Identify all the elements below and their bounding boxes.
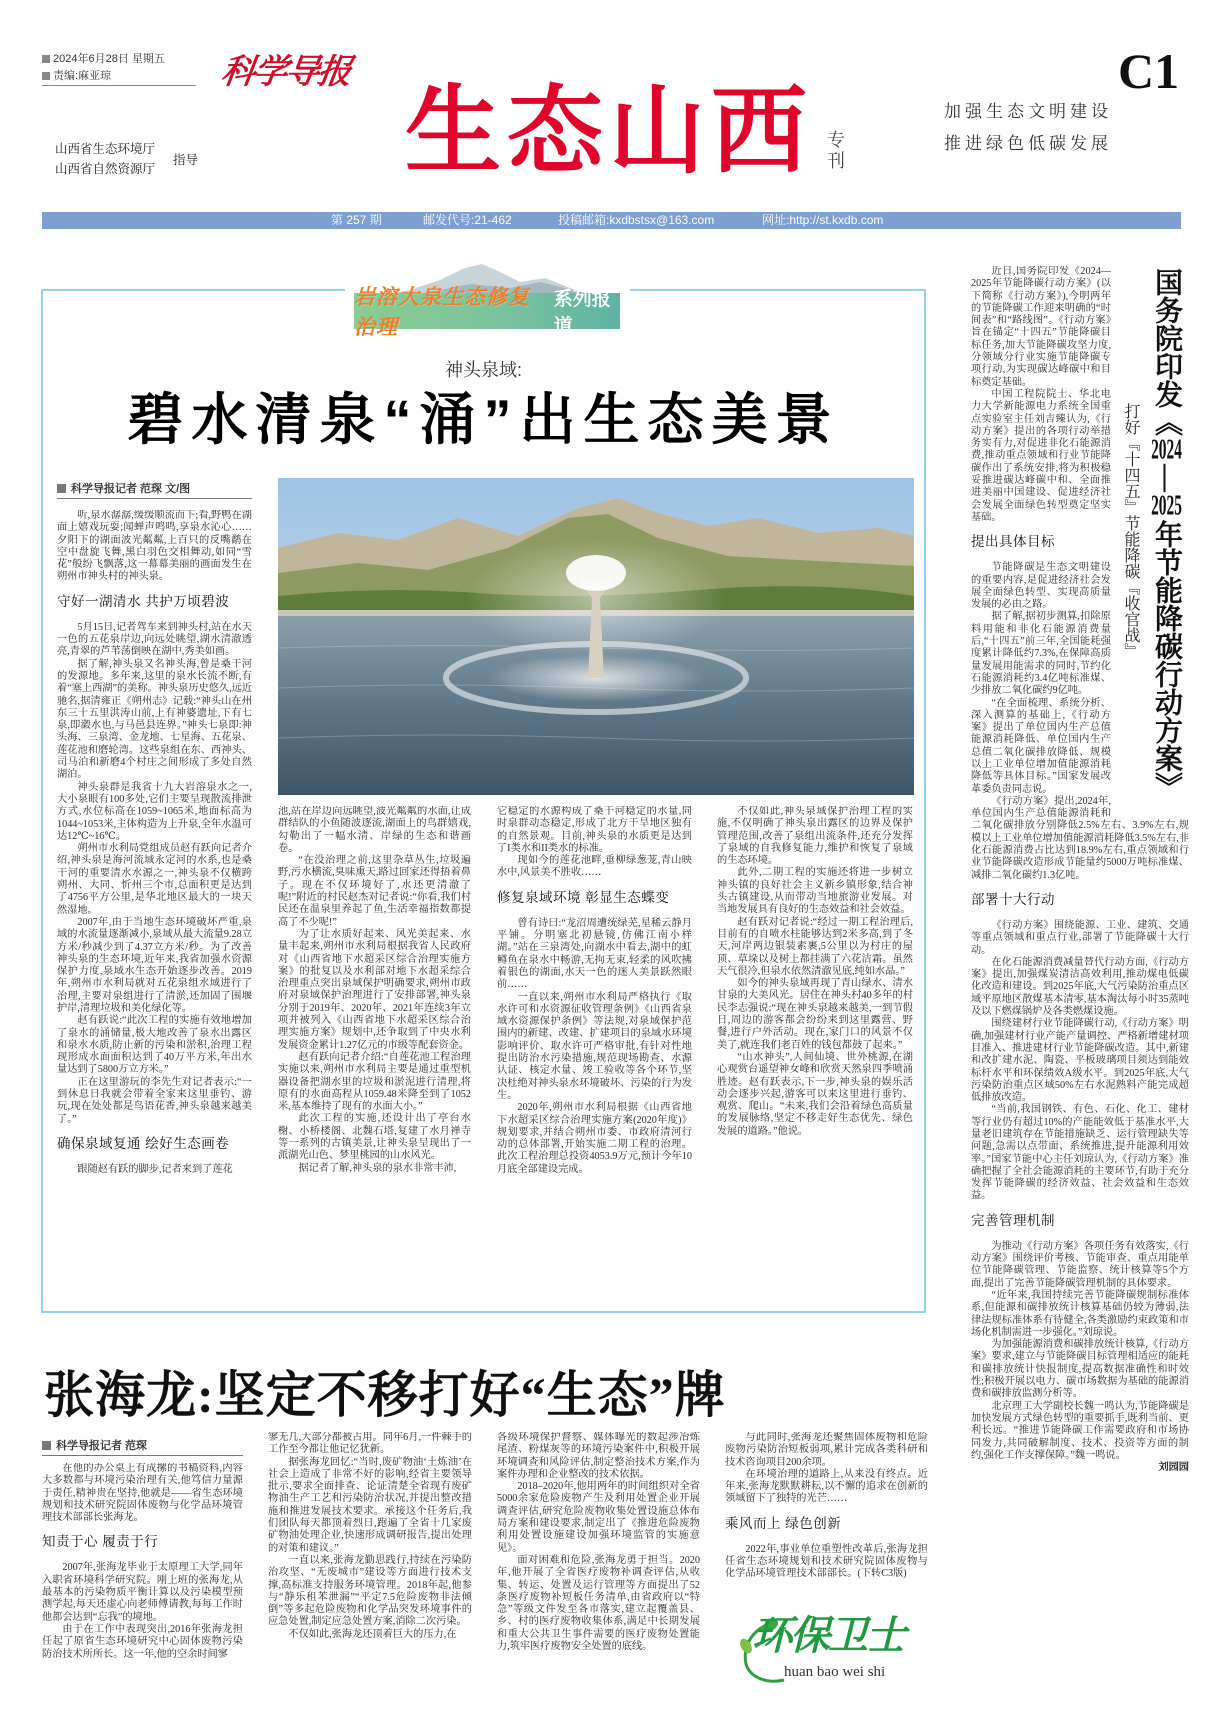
- paragraph: 由于在工作中表现突出,2016年张海龙担任起了原省生态环境研究中心固体废物污染防治技术所所长。这一年,他的空余时间寥: [42, 1623, 243, 1660]
- paragraph: 朔州市水利局党组成员赵有跃向记者介绍,神头泉是海河流域永定河的水系,也是桑干河的重要清水水源之一,神头泉不仅横跨朔州、大同、忻州三个市,总面积更是达到了4756平方公里,是华北地区最大的一块天然湿地。: [57, 843, 252, 916]
- bottom-byline: 科学导报记者 范琛: [42, 1437, 243, 1456]
- article-kicker: 神头泉域:: [444, 360, 522, 380]
- issue-date: 2024年6月28日 星期五: [42, 50, 165, 66]
- author-credit: 刘园园: [1158, 1462, 1189, 1474]
- slogan: 加强生态文明建设 推进绿色低碳发展: [944, 102, 1112, 153]
- paragraph: 正在这里游玩的李先生对记者表示:“一到休息日我就会带着全家来这里垂钓、游玩,现在处处都是鸟语花香,神头泉越来越美了。”: [57, 1076, 252, 1125]
- paragraph: 曾有诗曰:“龙沼周遭统绿芜,星稀云静月平铺。分明塞北初悬镜,仿佛江南小样湖。”站在三泉湾处,向湖水中看去,湖中的虹鳟鱼在泉水中畅游,无拘无束,轻柔的风吹拂着银色的湖面,水天一色的迷人美景跃然眼前……: [497, 917, 692, 991]
- paragraph: 此外,二期工程的实施还将进一步树立神头镇的良好社会主义新乡镇形象,结合神头古镇建设,从而带动当地旅游业发展。对当地发展具有良好的生态效益和社会效益。: [717, 867, 913, 916]
- bottom-article-column-3: [497, 1432, 700, 1713]
- paragraph: 赵有跃向记者介绍:“自莲花池工程治理实施以来,朔州市水利局主要是通过重型机器设备把湖水里的垃圾和淤泥进行清理,将原有的水面高程从1059.48米降至到了1052米,基本维持了现有的水面大小。”: [278, 1051, 471, 1113]
- right-article-body: [971, 266, 1189, 1716]
- info-bar: [42, 212, 1181, 229]
- paragraph: 为了让水质好起来、风光美起来、水量丰起来,朔州市水利局根据我省人民政府对《山西省地下水超采区综合治理实施方案》的批复以及水利部对地下水超采综合治理重点突出泉域保护明确要求,朔州市政府对泉域保护治理进行了安排部署,神头泉分别于2019年、2020年、2021年连续3年立项并被列入《山西省地下水超采区综合治理实施方案》规划中,还争取到了中央水利发展资金累计1.27亿元的市级等配套资金。: [278, 928, 471, 1051]
- editor-credit: 责编:麻亚琼: [42, 67, 111, 83]
- paragraph: 如今的神头泉域再现了青山绿水、清水甘泉的大美风光。居住在神头村40多年的村民李志强说:“现在神头泉越来越美,一到节假日,周边的游客都会纷纷来到这里露营、野餐,进行户外活动。现在,家门口的风景不仅美了,就连我们老百姓的钱包都鼓了起来。”: [717, 978, 913, 1051]
- paragraph: 现如今的莲花池畔,垂柳绿葱茏,青山映水中,风景美不胜收……: [497, 855, 692, 879]
- paragraph: 与此同时,张海龙还聚焦固体废物和危险废物污染防治短板弱项,累计完成各类科研和技术咨询项目200余项。: [725, 1432, 928, 1468]
- paragraph: 据了解,据初步测算,扣除原料用能和非化石能源消费量后,“十四五”前三年,全国能耗强度累计降低约7.3%,在保障高质量发展用能需求的同时,节约化石能源消耗约3.4亿吨标准煤、少排放二氧化碳约9亿吨。: [971, 611, 1111, 697]
- section-heading: 修复泉域环境 彰显生态蝶变: [497, 889, 670, 905]
- top-article-column-4: [717, 806, 913, 1308]
- paragraph: 据记者了解,神头泉的泉水非常丰沛,: [298, 1162, 457, 1174]
- paragraph: 池,站在岸边向远眺望,波光粼粼的水面,让成群结队的小鱼随波逐流,湖面上的鸟群嬉戏,勾勒出了一幅水清、岸绿的生态和谐画卷。: [278, 806, 471, 854]
- right-article-subheadline: 打好『十四五』节能降碳『收官战』: [1122, 403, 1139, 659]
- paragraph: 《行动方案》提出,2024年,单位国内生产总值能源消耗和二氧化碳排放分别降低2.5%左右、3.9%左右,规模以上工业单位增加值能源消耗降低3.5%左右,非化石能源消费占比达到18.9%左右,重点领域和行业节能降碳改造形成节能量约5000万吨标准煤、减排二氧化碳约1.3亿吨。: [971, 795, 1189, 881]
- paragraph: 神头泉群是我省十九大岩溶泉水之一,大小泉眼有100多处,它们主要呈现散流排泄方式,水位标高在1059~1065米,地面标高为1044~1053米,主体构造为上升泉,全年水温可达12℃~16℃。: [57, 781, 252, 842]
- guiding-label: 指导: [173, 153, 199, 167]
- paragraph: 5月15日,记者驾车来到神头村,站在水天一色的五花泉岸边,向远处眺望,湖水清澈透亮,青翠的芦苇荡倒映在湖中,秀美如画。: [57, 621, 252, 658]
- paragraph: 2018–2020年,他用两年的时间组织对全省5000余家危险废物产生及利用处置企业开展调查评估,研究危险废物收集处置设施总体布局方案和建设要求,制定出了《推进危险废物利用处置设施建设加强环境监管的实施意见》。: [497, 1481, 700, 1554]
- section-heading: 乘风而上 绿色创新: [725, 1515, 842, 1531]
- bottom-article-column-1: [42, 1463, 243, 1713]
- postal-code: 邮发代号:21-462: [423, 213, 512, 227]
- issue-number: 第 257 期: [331, 213, 382, 227]
- page-number: C1: [1118, 43, 1180, 99]
- paragraph: 节能降碳是生态文明建设的重要内容,是促进经济社会发展全面绿色转型、实现高质量发展的必由之路。: [971, 562, 1111, 611]
- paragraph: 围绕建材行业节能降碳行动,《行动方案》明确,加强建材行业产能产量调控、严格新增建材项目准入、推进建材行业节能降碳改造。其中,新建和改扩建水泥、陶瓷、平板玻璃项目须达到能效标杆水平和环保绩效A级水平。到2025年底,大气污染防治重点区域50%左右水泥熟料产能完成超低排放改造。: [971, 1018, 1189, 1104]
- paragraph: 一直以来,张海龙勤思践行,持续在污染防治攻坚、“无废城市”建设等方面进行技术支撑,高标准支持服务环境管理。2018年起,他参与“静乐租苯泄漏”“平定7.5危险废物非法倾倒”等多起危险废物和化学品突发环境事件的应急处置,制定应急处置方案,消除二次污染。: [268, 1554, 472, 1628]
- paragraph: “山水神头”,人间仙境、世外桃源,在湖心观赏台遥望神女峰和欣赏天然泉四季喷涌胜迹。赵有跃表示,下一步,神头泉的娱乐活动会逐步兴起,游客可以来这里进行垂钓、观赏、爬山。“未来,我们会沿着绿色高质量的发展脉络,坚定不移走好生态优先、绿色发展的道路。”他说。: [717, 1051, 913, 1137]
- top-article-column-2: [278, 806, 471, 1308]
- paragraph: 据了解,神头泉又名神头海,曾是桑干河的发源地。多年来,这里的泉水长流不断,有着“塞上西湖”的美称。神头泉历史悠久,远近驰名,据清雍正《朔州志》记载:“神头山在州东三十五里洪涛山前,上有神婆遗址,下有七泉,即瀔水也,与马邑县连界。”神头七泉即:神头海、三泉湾、金龙地、七星海、五花泉、莲花池和磨轮湾。这些泉组在东、西神头、司马泊和新磨4个村庄之间形成了多处自然湖泊。: [57, 658, 252, 781]
- section-heading: 守好一湖清水 共护万顷碧波: [57, 593, 230, 609]
- paragraph: 寥无几,大部分都被占用。同年6月,一件棘手的工作至今都让他记忆犹新。: [268, 1432, 472, 1456]
- paragraph: 2020年,朔州市水利局根据《山西省地下水超采区综合治理实施方案(2020年度)》规划要求,并结合朔州市委、市政府清河行动的总体部署,开始实施二期工程的治理。此次工程治理总投资4053.9万元,预计今年10月底全部建设完成。: [497, 1102, 692, 1175]
- paragraph: 在环境治理的道路上,从来没有终点。近年来,张海龙默默耕耘,以不懈的追求在创新的领域留下了独特的光芒……: [725, 1468, 928, 1505]
- paragraph: 一直以来,朔州市水利局严格执行《取水许可和水资源征收管理条例》《山西省泉域水资源保护条例》等法规,对泉域保护范围内的新建、改建、扩建项目的泉域水环境影响评价、取水许可严格审批,有针对性地提出防治水污染措施,规范现场勘查、水源认证、核定水量、竣工验收等各个环节,坚决杜绝对神头泉水环境破坏、污染的行为发生。: [497, 991, 692, 1101]
- paragraph: 北京理工大学副校长魏一鸣认为,节能降碳是加快发展方式绿色转型的重要抓手,既利当前、更利长远。“推进节能降碳工作需要政府和市场协同发力,共同破解制度、技术、投资等方面的制约,强化工作支撑保障。”魏一鸣说。: [971, 1400, 1189, 1461]
- series-banner: 岩溶大泉生态修复治理 系列报道: [354, 293, 620, 329]
- paragraph: 为推动《行动方案》各项任务有效落实,《行动方案》围绕评价考核、节能审查、重点用能单位节能降碳管理、节能监察、统计核算等5个方面,提出了完善节能降碳管理机制的具体要求。: [971, 1240, 1189, 1289]
- paragraph: 在他的办公桌上有成摞的书稿资料,内容大多数都与环境污染治理有关,他笃信力量源于责任,精神贵在坚持,他就是——省生态环境规划和技术研究院固体废物与化学品环境管理技术部部长张海龙。: [42, 1463, 243, 1524]
- section-heading: 部署十大行动: [971, 891, 1055, 907]
- paragraph: “当前,我国钢铁、有色、石化、化工、建材等行业仍有超过10%的产能能效低于基准水平,大量老旧建筑存在节能措施缺乏、运行管理缺失等问题,急需以点带面、系统推进,提升能源利用效率。”国家节能中心主任刘琼认为,《行动方案》准确把握了全社会能源消耗的主要环节,有助于充分发挥节能降碳的经济效益、社会效益和生态效益。: [971, 1104, 1189, 1202]
- paragraph: 《行动方案》围绕能源、工业、建筑、交通等重点领域和重点行业,部署了节能降碳十大行动。: [971, 919, 1189, 956]
- guiding-orgs: 山西省生态环境厅 山西省自然资源厅: [55, 142, 156, 176]
- top-article-column-1: [57, 510, 252, 1308]
- paragraph: 不仅如此,张海龙还顶着巨大的压力,在: [288, 1628, 457, 1640]
- bottom-article-column-4: [725, 1432, 928, 1604]
- article-headline: 碧水清泉“涌”出生态美景: [127, 388, 840, 451]
- section-heading: 知责于心 履责于行: [42, 1534, 159, 1550]
- fountain-on-lake-photo: [278, 478, 914, 795]
- paragraph: “在全面梳理、系统分析、深入测算的基础上,《行动方案》提出了单位国内生产总值能源消耗降低、单位国内生产总值二氧化碳排放降低、规模以上工业单位增加值能源消耗降低等具体目标。”国家发展改革委负责同志说。: [971, 697, 1111, 795]
- newspaper-logo: 科学导报: [218, 54, 353, 91]
- paragraph: 中国工程院院士、华北电力大学新能源电力系统全国重点实验室主任刘吉臻认为,《行动方案》提出的各项行动举措务实有力,对促进非化石能源消费,推动重点领域和行业节能降碳作出了系统安排,将为积极稳妥推进碳达峰碳中和、全面推进美丽中国建设、促进经济社会发展全面绿色转型奠定坚实基础。: [971, 388, 1111, 523]
- paragraph: 面对困难和危险,张海龙勇于担当。2020年,他开展了全省医疗废物补调查评估,从收集、转运、处置及运行管理等方面提出了52条医疗废物补短板任务清单,由省政府以“特急”等级文件发至各市落实,建立起覆盖县、乡、村的医疗废物收集体系,满足中长期发展和重大公共卫生事件需要的医疗废物处置能力,筑牢医疗废物安全处置的底线。: [497, 1554, 700, 1653]
- masthead-suffix: 专刊: [825, 130, 845, 172]
- column-logo-huanbao-weishi: 环保卫士 huan bao wei shi: [734, 1614, 924, 1684]
- paragraph: 各级环境保护督察、媒体曝光的数起涉冶炼尾渣、粉煤灰等的环境污染案件中,积极开展环境调查和风险评估,制定整治技术方案,作为案件办理和企业整改的技术依据。: [497, 1432, 700, 1480]
- paragraph: 听,泉水潺潺,缓缓顺流而下;看,野鸭在湖面上嬉戏玩耍;闻蝉声鸣鸣,享泉水沁心……夕阳下的湖面波光粼粼,上百只的反嘴鹬在空中盘旋飞舞,黑白羽色交相舞动,如同“雪花”般纷飞飘落,这一幕幕美丽的画面发生在朔州市神头村的神头泉。: [57, 510, 252, 583]
- paragraph: 跟随赵有跃的脚步,记者来到了莲花: [77, 1163, 233, 1175]
- paragraph: 2007年,由于当地生态环境破坏严重,泉域的水流量逐渐减小,泉域从最大流量9.28立方米/秒减少到了4.37立方米/秒。为了改善神头泉的生态环境,近年来,我省加强水资源保护力度,泉域水生态开始逐步改善。2019年,朔州市水利局就对五花泉组水域进行了治理,主要对泉组进行了清淤,还加固了围堰护岸,清理垃圾和美化绿化等。: [57, 916, 252, 1014]
- paragraph: 近日,国务院印发《2024—2025年节能降碳行动方案》(以下简称《行动方案》),今明两年的节能降碳工作迎来明确的“时间表”和“路线图”。《行动方案》旨在锚定“十四五”节能降碳目标任务,加大节能降碳攻坚力度,分领域分行业实施节能降碳专项行动,为实现碳达峰碳中和目标奠定基础。: [971, 266, 1111, 388]
- top-article-column-3: [497, 806, 692, 1308]
- paragraph: “近年来,我国持续完善节能降碳规制标准体系,但能源和碳排放统计核算基础仍较为薄弱,法律法规标准体系有待健全,各类激励约束政策和市场化机制需进一步强化。”刘琼说。: [971, 1289, 1189, 1338]
- section-heading: 提出具体目标: [971, 534, 1055, 550]
- section-heading: 确保泉域复通 绘好生态画卷: [57, 1135, 230, 1151]
- right-article-headline: 国务院印发《2024—2025年节能降碳行动方案》: [1151, 268, 1182, 800]
- website: 网址:http://st.kxdb.com: [762, 213, 884, 227]
- paragraph: 在化石能源消费减量替代行动方面,《行动方案》提出,加强煤炭清洁高效利用,推动煤电低碳化改造和建设。到2025年底,大气污染防治重点区域平原地区散煤基本清零,基本淘汰每小时35蒸吨及以下燃煤锅炉及各类燃煤设施。: [971, 956, 1189, 1018]
- masthead-title: 生态山西: [405, 78, 813, 185]
- bottom-article-column-2: [268, 1432, 472, 1713]
- headline-spacer: [1111, 266, 1189, 811]
- paragraph: “在没治理之前,这里杂草丛生,垃圾遍野,污水横流,臭味熏天,路过回家还得捂着鼻子。现在不仅环境好了,水还更清澈了呢!”附近的村民赵杰对记者说:“你看,我们村民还在温泉里养起了鱼,生活幸福指数都提高了不少呢!”: [278, 855, 471, 928]
- section-heading: 完善管理机制: [971, 1212, 1055, 1228]
- paragraph: 2022年,事业单位重塑性改革后,张海龙担任省生态环境规划和技术研究院固体废物与化学品环境管理技术部部长。(下转C3版): [725, 1543, 928, 1580]
- paragraph: 不仅如此,神头泉域保护治理工程的实施,不仅明确了神头泉出露区的边界及保护管理范围,改善了泉组出流条件,还充分发挥了泉域的自我修复能力,维护和恢复了泉域的生态环境。: [717, 806, 913, 867]
- paragraph: 它稳定的水源构成了桑干河稳定的水量,同时泉群动态稳定,形成了北方干旱地区独有的自然景观。目前,神头泉的水质更是达到了I类水和II类水的标准。: [497, 806, 692, 854]
- paragraph: 此次工程的实施,还设计出了亭台水榭、小桥楼阁、北魏石塔,复建了水月禅寺等一系列的古镇美景,让神头泉呈现出了一派湖光山色、梦里桃园的山水风光。: [278, 1113, 471, 1162]
- bottom-article-headline: 张海龙:坚定不移打好“生态”牌: [44, 1367, 726, 1423]
- paragraph: 为加强能源消费和碳排放统计核算,《行动方案》要求,建立与节能降碳目标管理相适应的能耗和碳排放统计快报制度,提高数据准确性和时效性;积极开展以电力、碳市场数据为基础的能源消费和碳排放监测分析等。: [971, 1339, 1189, 1400]
- paragraph: 赵有跃对记者说:“经过一期工程治理后,目前有的自喷水柱能够达到2米多高,到了冬天,河岸两边银装素裹,5公里以为村庄的屋顶、草垛以及树上都挂满了六花洁霜。虽然天气很冷,但泉水依然清澈见底,纯如水晶。”: [717, 916, 913, 977]
- paragraph: 2007年,张海龙毕业于太原理工大学,同年入职省环境科学研究院。刚上班的张海龙,从最基本的污染物质平衡计算以及污染模型预测学起,每天还虚心向老师傅请教,每每工作时他都会达到“忘我”的境地。: [42, 1562, 243, 1623]
- paragraph: 据张海龙回忆:“当时,废矿物油‘土炼油’在社会上造成了非常不好的影响,经省主要领导批示,要求全面排查、论证清楚全省现有废矿物油生产工艺和污染防治状况,并提出整改措施和推进发展技术要求。承接这个任务后,我们团队每天都顶着烈日,跑遍了全省十几家废矿物油处理企业,快速形成调研报告,提出处理的对策和建议。”: [268, 1456, 472, 1554]
- header-divider: [42, 85, 196, 86]
- paragraph: 赵有跃说:“此次工程的实施有效地增加了泉水的涌储量,极大地改善了泉水出露区和泉水水质,防止新的污染和淤积,治理工程现形成水面面积达到了40万平方米,年出水量达到了5800万立方米。”: [57, 1015, 252, 1076]
- byline: 科学导报记者 范琛 文/图: [57, 480, 252, 499]
- submission-email: 投稿邮箱:kxdbstsx@163.com: [558, 213, 715, 227]
